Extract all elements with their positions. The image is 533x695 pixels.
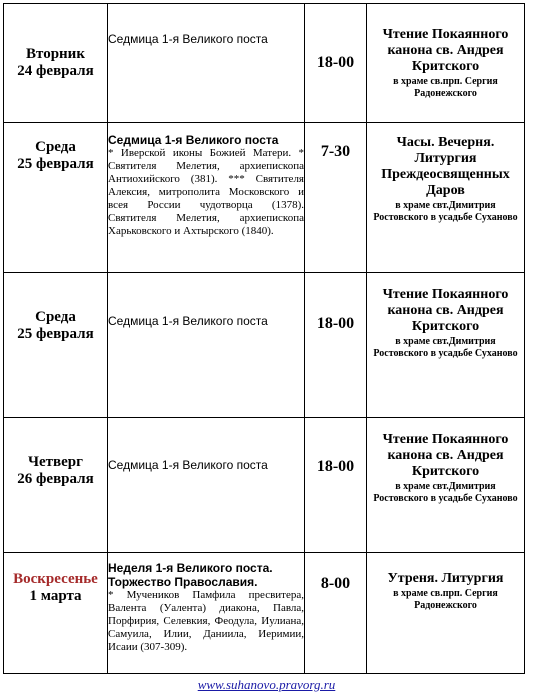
time-cell: 18-00 <box>305 4 367 123</box>
day-date: 25 февраля <box>17 326 94 342</box>
table-row <box>4 123 525 273</box>
day-name: Среда <box>35 139 76 155</box>
day-name: Четверг <box>28 454 83 470</box>
table-row <box>4 418 525 553</box>
service-place: в храме свт.Димитрия Ростовского в усадьбе Суханово <box>373 336 518 359</box>
day-cell <box>4 123 108 273</box>
service-cell <box>367 553 525 674</box>
title-cell <box>108 273 305 418</box>
week-title: Седмица 1-я Великого поста <box>108 458 268 472</box>
title-cell <box>108 123 305 273</box>
service-name: Чтение Покаянного канона св. Андрея Критского <box>382 432 509 479</box>
service-cell <box>367 4 525 123</box>
day-cell <box>4 273 108 418</box>
time-cell: 8-00 <box>305 553 367 674</box>
week-title: Неделя 1-я Великого поста. Торжество Православия. <box>108 561 273 589</box>
time-cell: 18-00 <box>305 273 367 418</box>
service-place: в храме свт.Димитрия Ростовского в усадьбе Суханово <box>373 481 518 504</box>
day-date: 24 февраля <box>17 63 94 79</box>
day-name: Среда <box>35 309 76 325</box>
schedule-table <box>3 3 525 674</box>
title-cell <box>108 4 305 123</box>
day-cell <box>4 4 108 123</box>
service-place: в храме св.прп. Сергия Радонежского <box>393 75 498 99</box>
week-title: Седмица 1-я Великого поста <box>108 133 279 147</box>
saints-text: * Иверской иконы Божией Матери. * Святителя Мелетия, архиепископа Антиохийского (381). *** Святителя Алексия, митрополита Московского и всея России чудотворца (1378). Святителя Мелетия, архиепископа Харьковского и Ахтырского (1840). <box>108 147 304 237</box>
service-name: Чтение Покаянного канона св. Андрея Критского <box>382 287 509 334</box>
service-name: Часы. Вечерня. Литургия Преждеосвященных Даров <box>381 135 510 198</box>
service-cell <box>367 123 525 273</box>
service-name: Чтение Покаянного канона св. Андрея Критского <box>382 26 509 74</box>
day-cell <box>4 418 108 553</box>
day-name: Вторник <box>26 46 85 62</box>
day-date: 26 февраля <box>17 471 94 487</box>
day-date: 25 февраля <box>17 156 94 172</box>
title-cell <box>108 418 305 553</box>
table-row <box>4 553 525 674</box>
time-cell: 18-00 <box>305 418 367 553</box>
service-cell <box>367 273 525 418</box>
day-date: 1 марта <box>29 588 82 604</box>
time-cell: 7-30 <box>305 123 367 273</box>
table-row <box>4 4 525 123</box>
day-cell <box>4 553 108 674</box>
week-title: Седмица 1-я Великого поста <box>108 32 268 46</box>
service-name: Утреня. Литургия <box>387 571 504 586</box>
day-name: Воскресенье <box>13 571 98 587</box>
service-cell <box>367 418 525 553</box>
service-place: в храме свт.Димитрия Ростовского в усадьбе Суханово <box>373 200 518 223</box>
table-row <box>4 273 525 418</box>
website-link[interactable]: www.suhanovo.pravorg.ru <box>197 677 336 692</box>
service-place: в храме св.прп. Сергия Радонежского <box>393 588 498 611</box>
title-cell <box>108 553 305 674</box>
saints-text: * Мучеников Памфила пресвитера, Валента (Уалента) диакона, Павла, Порфирия, Селевкия, Феодула, Иулиана, Самуила, Илии, Даниила, Иеримии, Исаии (307-309). <box>108 589 304 653</box>
week-title: Седмица 1-я Великого поста <box>108 314 268 328</box>
